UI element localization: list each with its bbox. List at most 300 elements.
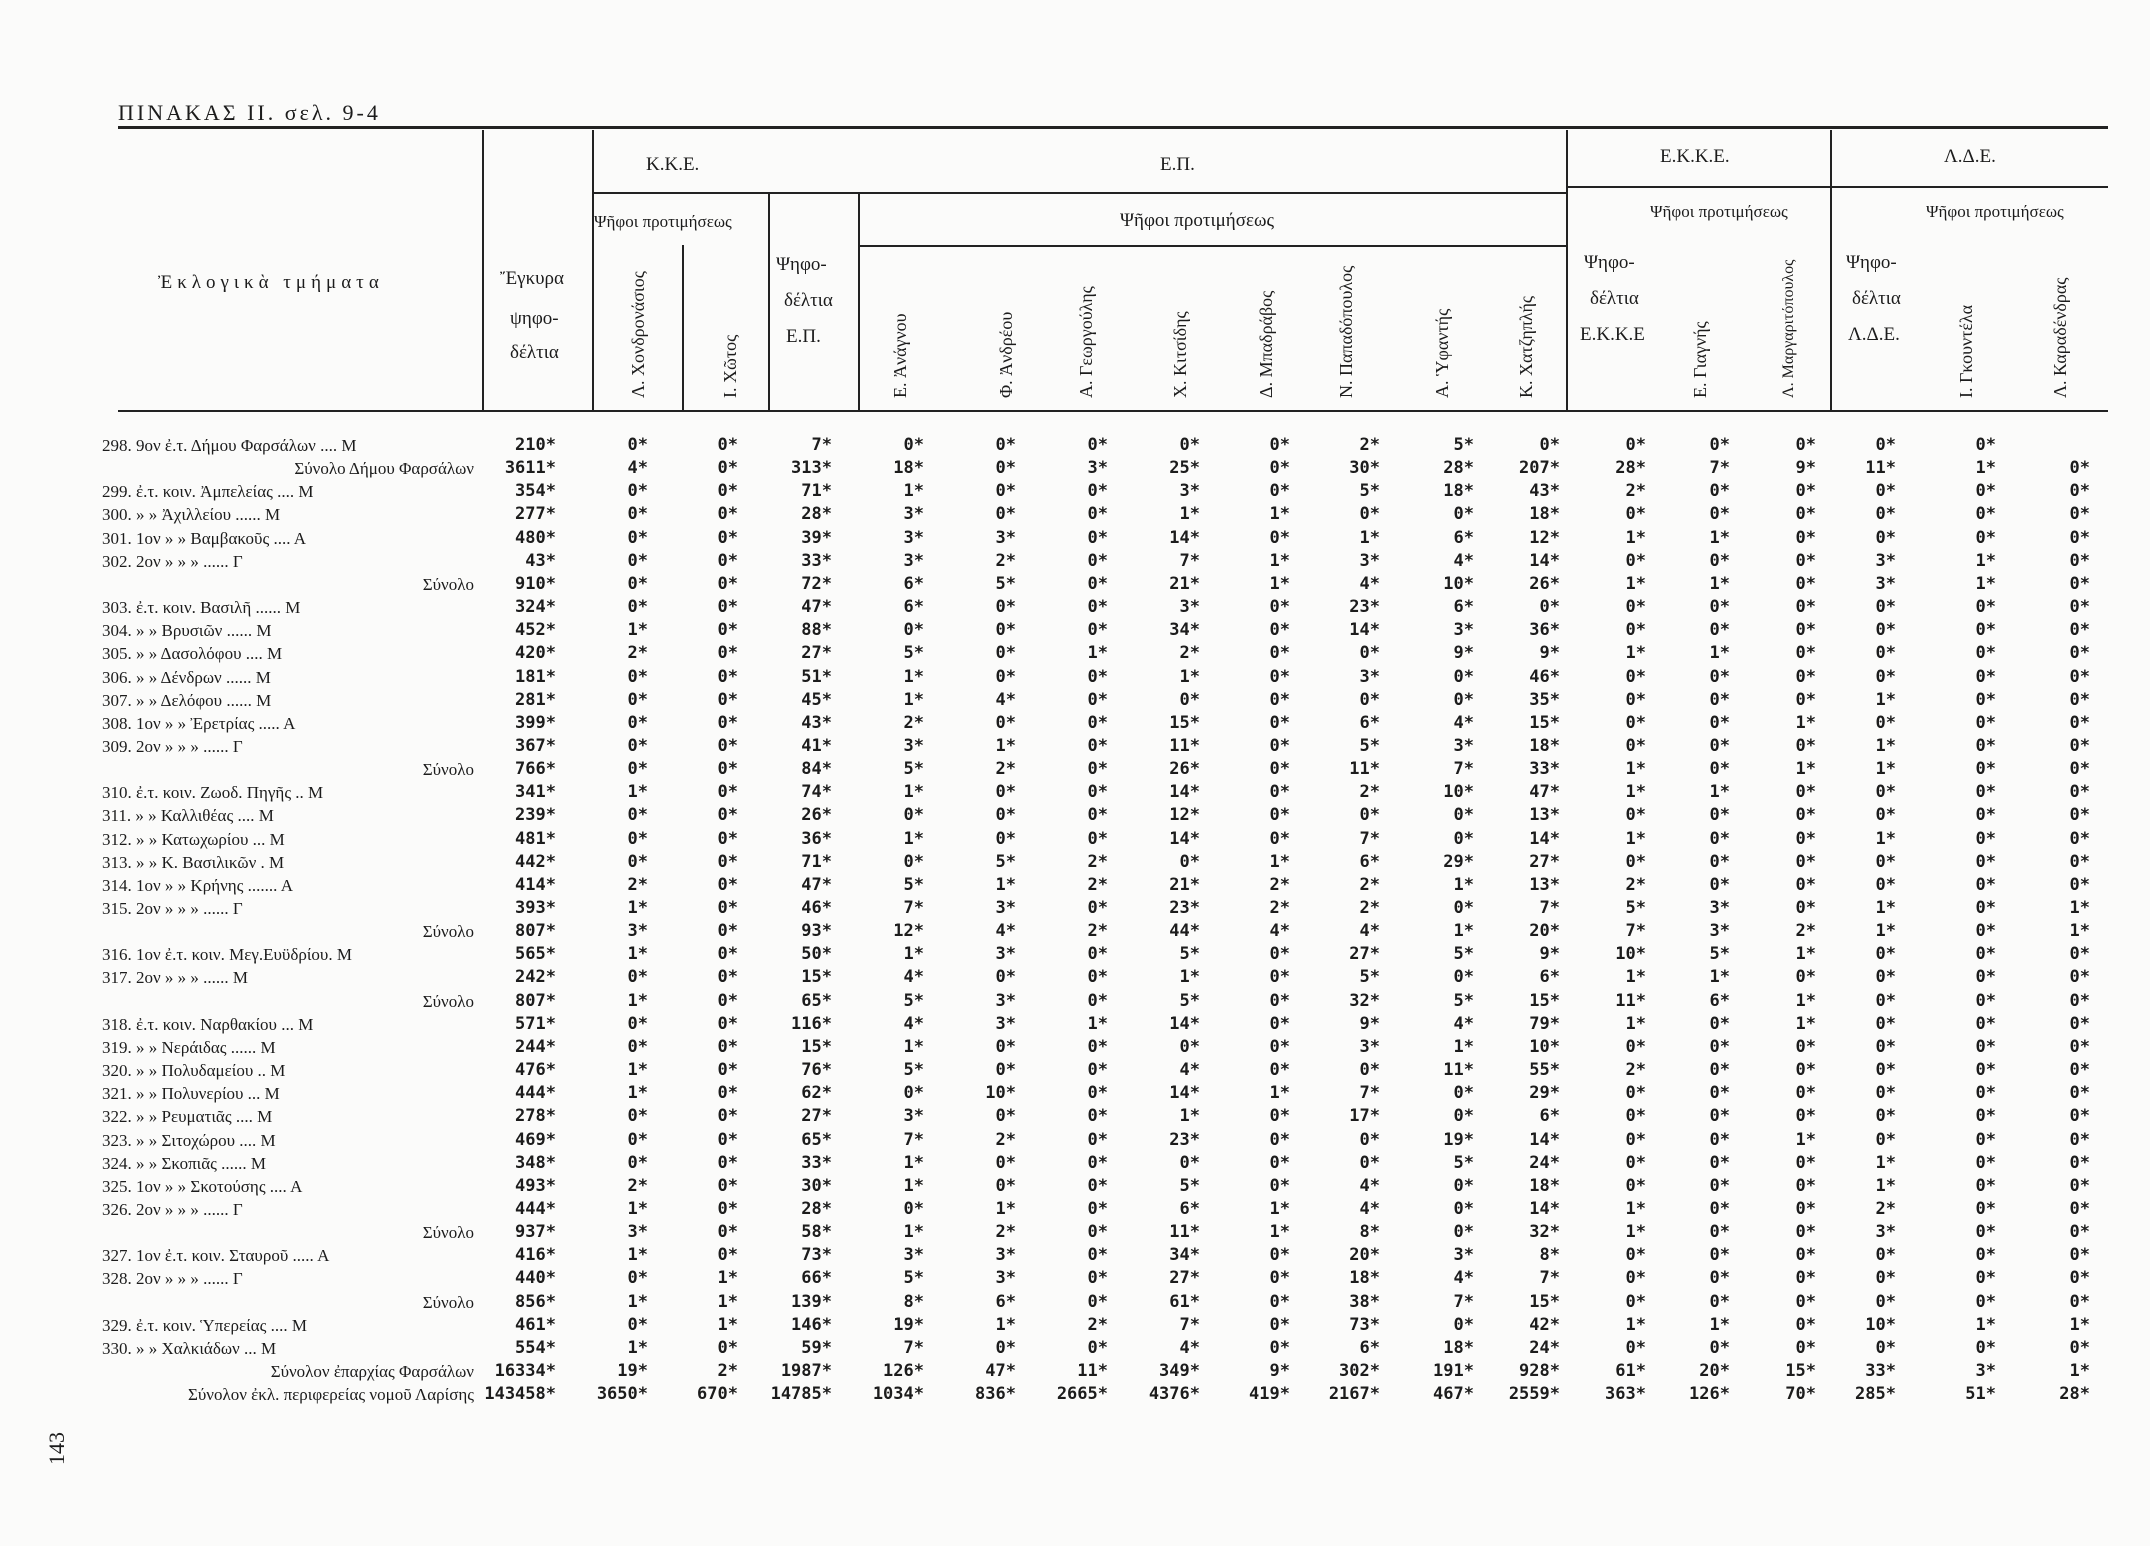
table-cell: 2665* [1056, 1384, 1108, 1405]
table-cell: 14* [1529, 550, 1560, 571]
table-cell: 0* [1539, 435, 1560, 455]
table-cell: 313* [791, 458, 832, 479]
table-cell: 1* [627, 990, 648, 1011]
table-cell: 0* [717, 759, 738, 780]
table-cell: 0* [1087, 1152, 1108, 1173]
table-cell: 0* [1625, 851, 1646, 872]
table-cell: 6* [1359, 851, 1380, 872]
table-cell: 461* [515, 1314, 556, 1335]
table-cell: 1* [1269, 1083, 1290, 1104]
table-cell: 5* [903, 990, 924, 1011]
table-cell: 0* [1875, 782, 1896, 803]
table-cell: 1* [903, 828, 924, 849]
table-cell: 0* [2069, 620, 2090, 641]
table-cell: 1* [1875, 689, 1896, 710]
table-cell: 0* [1795, 550, 1816, 571]
table-cell: 73* [1349, 1314, 1380, 1335]
table-cell: 1* [627, 1083, 648, 1104]
table-cell: 0* [1087, 1245, 1108, 1266]
table-cell: 18* [893, 458, 924, 479]
table-cell: 0* [1795, 1175, 1816, 1196]
col-rule-5 [858, 192, 860, 410]
table-cell: 14* [1169, 1013, 1200, 1034]
table-cell: 0* [1359, 1152, 1380, 1173]
table-cell: 0* [2069, 504, 2090, 525]
table-cell: 0* [1975, 643, 1996, 664]
table-cell: 0* [1875, 967, 1896, 988]
table-cell: 70* [1785, 1384, 1816, 1405]
party-ep-header: Ε.Π. [1160, 154, 1195, 175]
row-label: 311. » » Καλλιθέας .... Μ [102, 806, 274, 826]
table-cell: 1* [1875, 921, 1896, 942]
table-cell: 7* [1625, 921, 1646, 942]
table-cell: 51* [801, 666, 832, 687]
table-cell: 0* [627, 435, 648, 455]
table-cell: 0* [995, 1152, 1016, 1173]
table-cell: 0* [2069, 573, 2090, 594]
table-cell: 670* [697, 1384, 738, 1405]
table-cell: 28* [2059, 1384, 2090, 1405]
row-label: 299. ἐ.τ. κοιν. Ἀμπελείας .... Μ [102, 482, 314, 502]
ep-preference-header: Ψῆφοι προτιμήσεως [1120, 210, 1274, 231]
table-cell: 1* [1269, 550, 1290, 571]
table-cell: 4* [995, 921, 1016, 942]
table-cell: 0* [1875, 851, 1896, 872]
table-cell: 15* [1529, 1291, 1560, 1312]
table-cell: 0* [717, 1198, 738, 1219]
table-cell: 0* [1453, 666, 1474, 687]
table-cell: 3* [1359, 1036, 1380, 1057]
table-cell: 0* [717, 898, 738, 918]
row-label: 307. » » Δελόφου ...... Μ [102, 690, 272, 710]
table-cell: 0* [2069, 759, 2090, 780]
table-cell: 0* [1179, 689, 1200, 710]
table-cell: 1* [627, 898, 648, 918]
table-cell: 0* [717, 527, 738, 548]
table-cell: 11* [1169, 735, 1200, 756]
table-cell: 0* [1087, 550, 1108, 571]
table-cell: 0* [1625, 1083, 1646, 1104]
table-cell: 14* [1169, 527, 1200, 548]
table-cell: 20* [1529, 921, 1560, 942]
table-cell: 1* [717, 1291, 738, 1312]
row-label: Σύνολο [422, 1292, 474, 1312]
table-cell: 0* [717, 1060, 738, 1081]
table-cell: 16334* [494, 1361, 556, 1381]
table-cell: 88* [801, 620, 832, 641]
table-cell: 7* [903, 1129, 924, 1150]
table-cell: 33* [1529, 759, 1560, 780]
table-cell: 0* [1709, 620, 1730, 641]
table-cell: 7* [1539, 1268, 1560, 1289]
table-cell: 0* [1975, 504, 1996, 525]
sections-header: Ἐκλογικὰ τμήματα [158, 272, 384, 293]
table-cell: 0* [1709, 805, 1730, 826]
table-cell: 1* [1269, 1198, 1290, 1219]
table-cell: 0* [1269, 805, 1290, 826]
table-cell: 0* [2069, 458, 2090, 479]
table-cell: 2* [1087, 1314, 1108, 1335]
table-cell: 0* [1087, 666, 1108, 687]
table-cell: 33* [801, 1152, 832, 1173]
table-cell: 5* [1359, 481, 1380, 502]
table-cell: 46* [1529, 666, 1560, 687]
candidate-header: Ι. Χῶτος [720, 334, 740, 398]
table-cell: 0* [1975, 1198, 1996, 1219]
table-cell: 1* [903, 1152, 924, 1173]
table-cell: 61* [1169, 1291, 1200, 1312]
table-cell: 0* [2069, 689, 2090, 710]
table-cell: 0* [995, 1060, 1016, 1081]
table-cell: 0* [627, 967, 648, 988]
table-cell: 0* [717, 597, 738, 618]
table-cell: 0* [1795, 1106, 1816, 1127]
table-cell: 23* [1349, 597, 1380, 618]
table-cell: 0* [1087, 805, 1108, 826]
table-cell: 32* [1529, 1222, 1560, 1243]
table-cell: 6* [1359, 712, 1380, 733]
table-cell: 0* [1453, 805, 1474, 826]
table-cell: 1* [2069, 1314, 2090, 1335]
row-label: 300. » » Ἀχιλλείου ...... Μ [102, 505, 281, 525]
table-cell: 420* [515, 643, 556, 664]
table-cell: 1* [903, 689, 924, 710]
table-cell: 6* [1179, 1198, 1200, 1219]
table-cell: 0* [1539, 597, 1560, 618]
table-cell: 1* [1875, 759, 1896, 780]
row-label: 298. 9ον ἐ.τ. Δήμου Φαρσάλων .... Μ [102, 436, 357, 455]
table-cell: 1* [2069, 921, 2090, 942]
table-cell: 0* [995, 458, 1016, 479]
table-cell: 5* [1453, 990, 1474, 1011]
table-cell: 1* [1625, 1198, 1646, 1219]
table-cell: 0* [1269, 666, 1290, 687]
table-cell: 0* [1269, 1314, 1290, 1335]
table-cell: 0* [627, 527, 648, 548]
table-cell: 1* [627, 1291, 648, 1312]
table-cell: 73* [801, 1245, 832, 1266]
table-cell: 26* [1169, 759, 1200, 780]
table-cell: 39* [801, 527, 832, 548]
table-cell: 1* [1453, 874, 1474, 895]
valid-ballots-header-3: δέλτια [510, 342, 559, 363]
table-cell: 36* [1529, 620, 1560, 641]
table-cell: 1* [1359, 527, 1380, 548]
table-cell: 28* [1615, 458, 1646, 479]
table-cell: 0* [1975, 712, 1996, 733]
table-cell: 2* [1359, 782, 1380, 803]
table-cell: 71* [801, 481, 832, 502]
table-cell: 28* [1443, 458, 1474, 479]
table-cell: 0* [1087, 597, 1108, 618]
table-cell: 0* [1087, 689, 1108, 710]
table-cell: 126* [1689, 1384, 1730, 1405]
table-cell: 18* [1529, 1175, 1560, 1196]
table-cell: 1* [1709, 643, 1730, 664]
table-cell: 0* [1709, 851, 1730, 872]
table-cell: 0* [1975, 944, 1996, 965]
row-label: Σύνολο [422, 922, 474, 942]
table-cell: 0* [1795, 1060, 1816, 1081]
table-cell: 1* [1625, 967, 1646, 988]
table-cell: 324* [515, 597, 556, 618]
table-cell: 0* [1087, 1129, 1108, 1150]
table-cell: 0* [1795, 735, 1816, 756]
row-label: 322. » » Ρευματιᾶς .... Μ [102, 1107, 273, 1127]
table-cell: 5* [1625, 898, 1646, 918]
table-cell: 0* [1269, 435, 1290, 455]
ep-ballots-header-3: Ε.Π. [786, 326, 821, 347]
table-cell: 0* [1709, 435, 1730, 455]
lde-ballots-header-3: Λ.Δ.Ε. [1848, 324, 1900, 345]
table-cell: 5* [1179, 944, 1200, 965]
table-cell: 3* [1453, 620, 1474, 641]
table-cell: 1* [2069, 898, 2090, 918]
table-cell: 0* [903, 851, 924, 872]
table-cell: 24* [1529, 1337, 1560, 1358]
table-cell: 0* [2069, 1198, 2090, 1219]
table-cell: 15* [1785, 1361, 1816, 1381]
table-cell: 1* [1795, 990, 1816, 1011]
table-cell: 0* [1709, 666, 1730, 687]
table-cell: 4* [903, 967, 924, 988]
table-cell: 4* [903, 1013, 924, 1034]
table-cell: 0* [717, 1222, 738, 1243]
table-cell: 0* [2069, 990, 2090, 1011]
table-cell: 0* [1795, 1036, 1816, 1057]
table-cell: 0* [995, 828, 1016, 849]
table-cell: 565* [515, 944, 556, 965]
table-cell: 244* [515, 1036, 556, 1057]
table-cell: 0* [1625, 1337, 1646, 1358]
table-cell: 29* [1529, 1083, 1560, 1104]
table-cell: 476* [515, 1060, 556, 1081]
table-cell: 0* [1453, 1314, 1474, 1335]
table-cell: 0* [1625, 735, 1646, 756]
table-cell: 1987* [780, 1361, 832, 1381]
table-cell: 1* [1975, 550, 1996, 571]
table-cell: 1* [2069, 1361, 2090, 1381]
table-cell: 0* [1975, 1175, 1996, 1196]
table-cell: 0* [1269, 967, 1290, 988]
table-cell: 14* [1169, 1083, 1200, 1104]
table-cell: 28* [801, 1198, 832, 1219]
table-cell: 0* [995, 481, 1016, 502]
table-cell: 0* [1875, 1129, 1896, 1150]
candidate-header: Α. Γεωργούλης [1076, 286, 1096, 398]
table-cell: 0* [1875, 944, 1896, 965]
col-rule-1 [482, 130, 484, 410]
table-cell: 1* [1975, 458, 1996, 479]
table-cell: 444* [515, 1083, 556, 1104]
table-cell: 51* [1965, 1384, 1996, 1405]
table-cell: 0* [1269, 527, 1290, 548]
table-cell: 26* [801, 805, 832, 826]
table-cell: 0* [627, 1036, 648, 1057]
table-cell: 2* [903, 712, 924, 733]
table-cell: 14* [1529, 828, 1560, 849]
table-cell: 7* [1179, 1314, 1200, 1335]
table-cell: 399* [515, 712, 556, 733]
table-cell: 1* [1709, 967, 1730, 988]
table-cell: 45* [801, 689, 832, 710]
table-cell: 0* [2069, 1268, 2090, 1289]
table-cell: 0* [1975, 967, 1996, 988]
table-cell: 3* [995, 944, 1016, 965]
table-cell: 444* [515, 1198, 556, 1219]
table-cell: 0* [1975, 782, 1996, 803]
table-cell: 2* [1625, 481, 1646, 502]
row-label: 325. 1ον » » Σκοτούσης .... Α [102, 1176, 303, 1196]
table-cell: 1* [1087, 643, 1108, 664]
kke-preference-header: Ψῆφοι προτιμήσεως [594, 212, 732, 231]
table-cell: 10* [1529, 1036, 1560, 1057]
table-cell: 0* [2069, 805, 2090, 826]
table-cell: 17* [1349, 1106, 1380, 1127]
table-cell: 493* [515, 1175, 556, 1196]
table-cell: 14* [1529, 1129, 1560, 1150]
table-cell: 416* [515, 1245, 556, 1266]
table-cell: 0* [1709, 874, 1730, 895]
table-cell: 0* [717, 1337, 738, 1358]
table-cell: 14* [1169, 828, 1200, 849]
table-cell: 0* [1709, 550, 1730, 571]
table-cell: 71* [801, 851, 832, 872]
table-cell: 1* [903, 1036, 924, 1057]
table-cell: 41* [801, 735, 832, 756]
table-cell: 46* [801, 898, 832, 918]
table-cell: 0* [1625, 435, 1646, 455]
table-cell: 7* [1709, 458, 1730, 479]
table-cell: 0* [1359, 1129, 1380, 1150]
table-cell: 4* [1359, 1198, 1380, 1219]
table-cell: 0* [1795, 666, 1816, 687]
table-cell: 0* [1875, 643, 1896, 664]
table-cell: 0* [1975, 1291, 1996, 1312]
table-cell: 0* [1975, 1245, 1996, 1266]
table-cell: 27* [1349, 944, 1380, 965]
ep-ballots-header-2: δέλτια [784, 290, 833, 311]
row-label: 321. » » Πολυνερίου ... Μ [102, 1084, 280, 1104]
table-cell: 3* [995, 1268, 1016, 1289]
table-cell: 0* [1975, 990, 1996, 1011]
party-lde-header: Λ.Δ.Ε. [1944, 146, 1996, 167]
table-cell: 1* [1625, 1013, 1646, 1034]
table-cell: 0* [1709, 1245, 1730, 1266]
table-cell: 27* [1169, 1268, 1200, 1289]
table-cell: 65* [801, 990, 832, 1011]
table-cell: 19* [1443, 1129, 1474, 1150]
table-cell: 210* [515, 435, 556, 455]
table-cell: 0* [1087, 1106, 1108, 1127]
table-cell: 7* [1453, 1291, 1474, 1312]
table-cell: 79* [1529, 1013, 1560, 1034]
candidate-header: Λ. Χονδρονάσιος [628, 271, 648, 398]
table-cell: 18* [1443, 481, 1474, 502]
table-cell: 1* [1625, 1222, 1646, 1243]
table-cell: 0* [1625, 550, 1646, 571]
table-cell: 0* [1875, 1337, 1896, 1358]
table-cell: 1* [627, 782, 648, 803]
party-ekke-header: Ε.Κ.Κ.Ε. [1660, 146, 1730, 167]
table-cell: 0* [2069, 1083, 2090, 1104]
table-cell: 1* [1709, 1314, 1730, 1335]
table-cell: 1* [1625, 1314, 1646, 1335]
table-cell: 2559* [1508, 1384, 1560, 1405]
table-cell: 47* [1529, 782, 1560, 803]
table-cell: 0* [1709, 735, 1730, 756]
table-cell: 0* [1875, 435, 1896, 455]
table-cell: 0* [1269, 1245, 1290, 1266]
table-cell: 0* [1795, 1152, 1816, 1173]
table-cell: 807* [515, 990, 556, 1011]
table-cell: 452* [515, 620, 556, 641]
row-label: 318. ἐ.τ. κοιν. Ναρθακίου ... Μ [102, 1014, 314, 1034]
row-label: 330. » » Χαλκιάδων ... Μ [102, 1338, 277, 1358]
table-cell: 0* [1269, 1106, 1290, 1127]
row-label: 310. ἐ.τ. κοιν. Ζωοδ. Πηγῆς .. Μ [102, 783, 324, 803]
row-label: Σύνολο Δήμου Φαρσάλων [294, 459, 474, 479]
table-cell: 27* [801, 643, 832, 664]
table-cell: 0* [1359, 805, 1380, 826]
table-cell: 0* [1359, 643, 1380, 664]
table-cell: 928* [1519, 1361, 1560, 1381]
table-cell: 0* [1875, 1291, 1896, 1312]
table-cell: 15* [801, 1036, 832, 1057]
table-cell: 0* [1975, 805, 1996, 826]
table-cell: 554* [515, 1337, 556, 1358]
table-cell: 0* [2069, 735, 2090, 756]
table-cell: 2* [1625, 874, 1646, 895]
table-cell: 74* [801, 782, 832, 803]
table-cell: 0* [1975, 666, 1996, 687]
table-cell: 1* [1269, 504, 1290, 525]
table-cell: 0* [1875, 1268, 1896, 1289]
table-cell: 33* [801, 550, 832, 571]
table-cell: 367* [515, 735, 556, 756]
table-cell: 0* [903, 1198, 924, 1219]
table-cell: 0* [2069, 597, 2090, 618]
table-cell: 0* [1709, 597, 1730, 618]
table-cell: 9* [1453, 643, 1474, 664]
table-cell: 0* [995, 597, 1016, 618]
row-label: Σύνολο [422, 760, 474, 780]
table-cell: 12* [893, 921, 924, 942]
candidate-header: Δ. Μπαδράβος [1256, 290, 1276, 398]
table-cell: 5* [1709, 944, 1730, 965]
table-cell: 3* [1179, 597, 1200, 618]
table-cell: 2* [627, 1175, 648, 1196]
table-cell: 0* [1795, 967, 1816, 988]
table-cell: 0* [717, 573, 738, 594]
row-label: Σύνολον ἐπαρχίας Φαρσάλων [270, 1362, 474, 1381]
table-cell: 242* [515, 967, 556, 988]
table-cell: 0* [1625, 1106, 1646, 1127]
row-label: 308. 1ον » » Ἐρετρίας ..... Α [102, 713, 296, 733]
table-cell: 0* [1975, 527, 1996, 548]
table-cell: 302* [1339, 1361, 1380, 1381]
table-cell: 0* [627, 1106, 648, 1127]
table-cell: 2* [995, 550, 1016, 571]
table-cell: 0* [2069, 550, 2090, 571]
table-cell: 349* [1159, 1361, 1200, 1381]
table-cell: 0* [717, 805, 738, 826]
table-cell: 47* [801, 597, 832, 618]
table-cell: 0* [1087, 967, 1108, 988]
row-label: Σύνολο [422, 574, 474, 594]
table-cell: 0* [1975, 1268, 1996, 1289]
table-cell: 7* [1539, 898, 1560, 918]
